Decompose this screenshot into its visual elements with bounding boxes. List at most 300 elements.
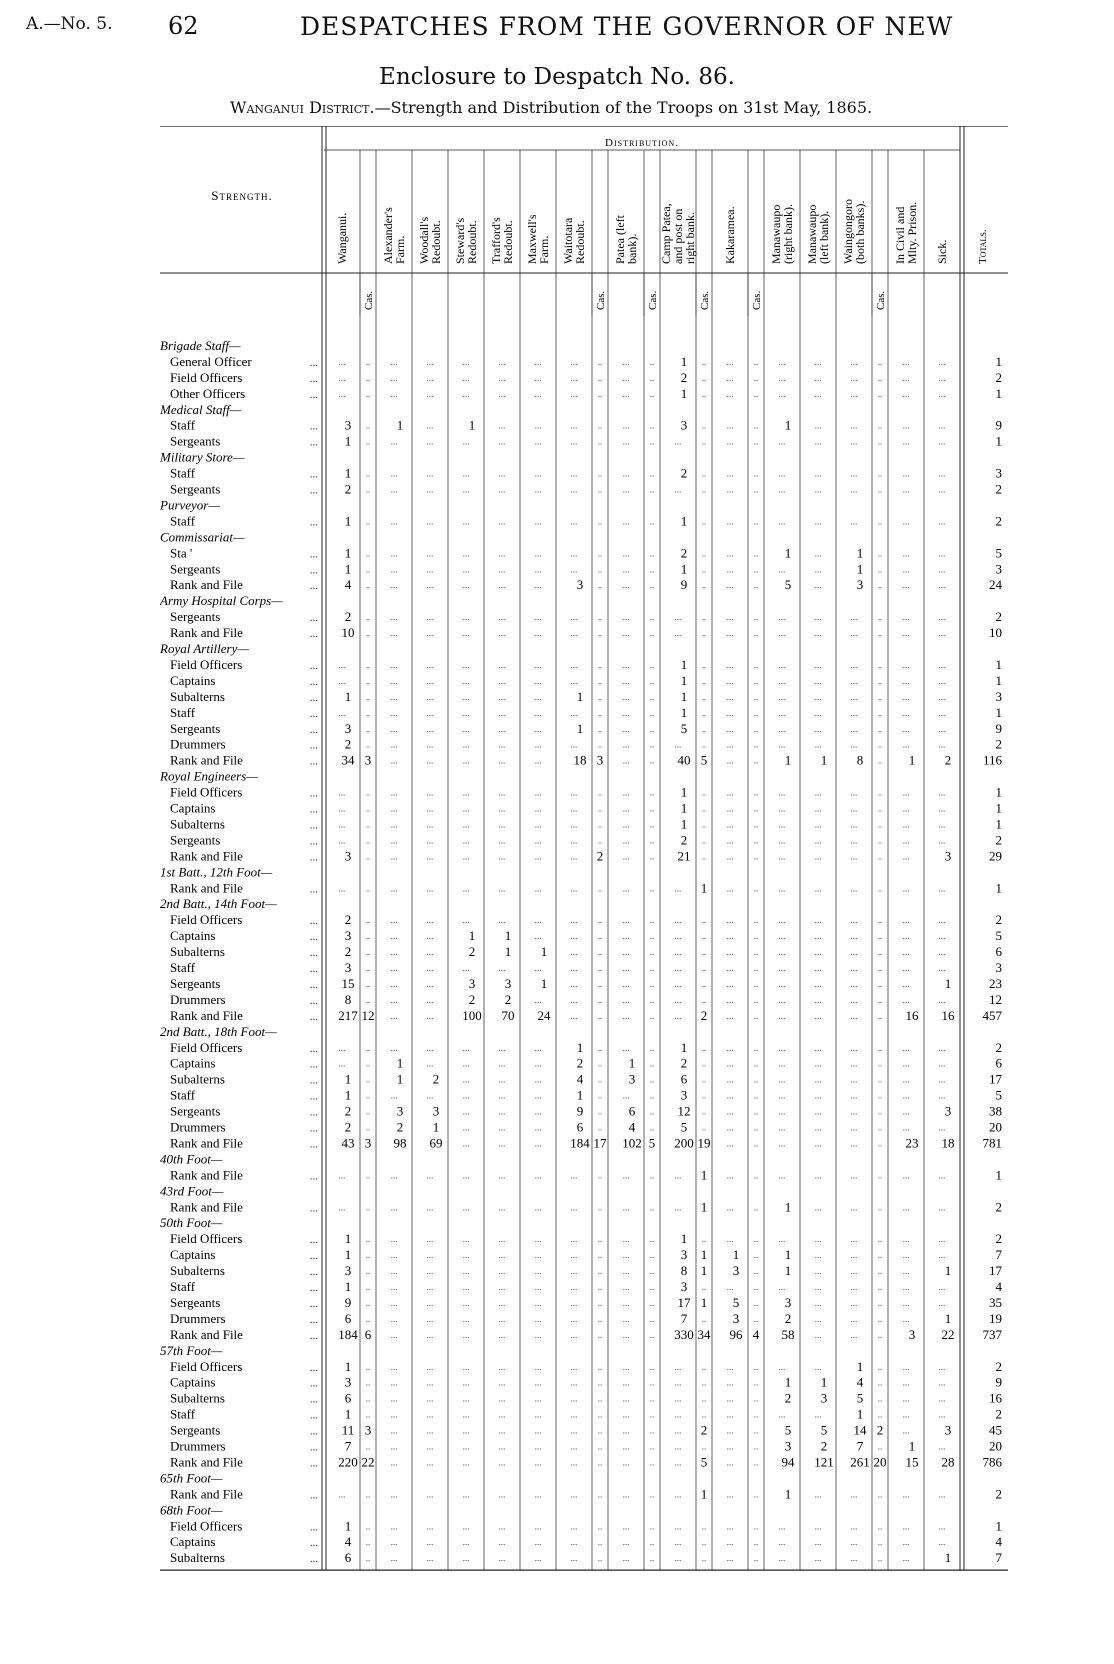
leader-dots: ... (309, 1042, 318, 1055)
empty-cell-dots: ... (778, 1282, 786, 1292)
empty-cell-dots: ... (390, 1297, 398, 1308)
table-cell-value: 2 (995, 1199, 1002, 1215)
empty-cell-dots: ... (902, 468, 910, 479)
empty-cell-dots: .. (597, 931, 603, 942)
empty-cell-dots: .. (365, 1074, 371, 1085)
row-label: Subalterns (170, 1071, 225, 1087)
empty-cell-dots: ... (814, 1074, 822, 1085)
empty-cell-dots: ... (778, 1074, 786, 1085)
empty-cell-dots: .. (701, 628, 707, 639)
empty-cell-dots: .. (649, 691, 655, 702)
empty-cell-dots: .. (365, 1250, 371, 1261)
empty-cell-dots: ... (534, 883, 542, 894)
column-label: Camp Patea, (659, 203, 673, 264)
empty-cell-dots: ... (938, 1297, 946, 1308)
empty-cell-dots: ... (570, 564, 578, 575)
empty-cell-dots: ... (426, 1042, 434, 1053)
empty-cell-dots: ... (674, 1409, 682, 1420)
leader-dots: ... (309, 1329, 318, 1342)
empty-cell-dots: .. (701, 739, 707, 750)
empty-cell-dots: ... (534, 1313, 542, 1324)
empty-cell-dots: ... (426, 580, 434, 591)
table-cell-value: 1 (995, 385, 1002, 401)
empty-cell-dots: .. (753, 1409, 759, 1420)
empty-cell-dots: ... (426, 1282, 434, 1292)
empty-cell-dots: .. (597, 548, 603, 559)
table-cell-value: 3 (344, 417, 352, 433)
table-cell-value: 2 (468, 991, 476, 1007)
table-cell-value: 2 (680, 1055, 688, 1071)
empty-cell-dots: ... (622, 1441, 630, 1452)
table-cell-value: 2 (995, 1486, 1002, 1502)
section-heading: Medical Staff— (160, 401, 242, 417)
table-cell-value: 1 (504, 944, 512, 960)
empty-cell-dots: ... (726, 1553, 734, 1564)
empty-cell-dots: .. (597, 723, 603, 734)
empty-cell-dots: ... (622, 1282, 630, 1292)
empty-cell-dots: ... (498, 468, 506, 479)
table-cell-value: 1 (856, 561, 864, 577)
empty-cell-dots: ... (570, 707, 578, 718)
table-cell-value: 4 (995, 1534, 1002, 1550)
empty-cell-dots: ... (498, 1537, 506, 1548)
row-label: Sergeants (170, 481, 221, 497)
leader-dots: ... (309, 835, 318, 848)
empty-cell-dots: .. (877, 484, 883, 495)
empty-cell-dots: ... (726, 835, 734, 846)
empty-cell-dots: ... (938, 580, 946, 591)
empty-cell-dots: .. (365, 1282, 371, 1292)
empty-cell-dots: .. (597, 1361, 603, 1372)
table-cell-value: 96 (729, 1326, 743, 1342)
leader-dots: ... (309, 1058, 318, 1071)
empty-cell-dots: ... (850, 931, 858, 942)
empty-cell-dots: .. (701, 516, 707, 527)
empty-cell-dots: ... (850, 420, 858, 431)
empty-cell-dots: ... (850, 612, 858, 623)
empty-cell-dots: .. (877, 1361, 883, 1372)
empty-cell-dots: ... (338, 659, 346, 670)
empty-cell-dots: ... (622, 1090, 630, 1101)
table-cell-value: 3 (504, 975, 512, 991)
empty-cell-dots: ... (726, 963, 734, 973)
leader-dots: ... (309, 963, 318, 975)
empty-cell-dots: ... (390, 516, 398, 527)
empty-cell-dots: .. (753, 612, 759, 623)
table-cell-value: 1 (344, 1071, 352, 1087)
section-heading: 2nd Batt., 14th Foot— (160, 896, 277, 912)
empty-cell-dots: ... (726, 1074, 734, 1085)
leader-dots: ... (309, 1090, 318, 1103)
empty-cell-dots: ... (534, 675, 542, 686)
enclosure-title: Enclosure to Despatch No. 86. (379, 64, 735, 90)
table-cell-value: 457 (982, 1007, 1002, 1023)
empty-cell-dots: ... (390, 484, 398, 495)
column-label: Alexander's (381, 207, 395, 264)
empty-cell-dots: ... (902, 548, 910, 559)
table-cell-value: 3 (856, 577, 864, 593)
row-label: Staff (170, 704, 196, 720)
table-cell-value: 5 (732, 1294, 740, 1310)
empty-cell-dots: ... (462, 851, 470, 862)
empty-cell-dots: ... (390, 1282, 398, 1292)
empty-cell-dots: ... (778, 356, 786, 367)
empty-cell-dots: ... (814, 628, 822, 639)
table-cell-value: 3 (732, 1263, 740, 1279)
empty-cell-dots: ... (778, 1042, 786, 1053)
empty-cell-dots: ... (814, 1234, 822, 1245)
leader-dots: ... (309, 1537, 318, 1550)
section-heading: Purveyor— (160, 497, 220, 513)
empty-cell-dots: ... (534, 628, 542, 639)
empty-cell-dots: .. (701, 931, 707, 942)
empty-cell-dots: ... (426, 835, 434, 846)
table-cell-value: 2 (995, 1231, 1002, 1247)
empty-cell-dots: .. (753, 1489, 759, 1500)
table-cell-value: 1 (540, 944, 548, 960)
empty-cell-dots: ... (462, 436, 470, 447)
empty-cell-dots: .. (753, 1297, 759, 1308)
empty-cell-dots: ... (622, 835, 630, 846)
table-cell-value: 3 (364, 752, 372, 768)
table-cell-value: 20 (873, 1454, 887, 1470)
empty-cell-dots: ... (498, 723, 506, 734)
empty-cell-dots: ... (498, 484, 506, 495)
empty-cell-dots: ... (850, 787, 858, 798)
empty-cell-dots: ... (622, 1377, 630, 1388)
table-cell-value: 69 (429, 1135, 443, 1151)
table-cell-value: 1 (396, 417, 404, 433)
table-cell-value: 1 (344, 465, 352, 481)
empty-cell-dots: ... (622, 1521, 630, 1532)
row-label: Subalterns (170, 816, 225, 832)
empty-cell-dots: ... (498, 851, 506, 862)
empty-cell-dots: .. (753, 835, 759, 846)
section-heading: 68th Foot— (160, 1502, 223, 1518)
empty-cell-dots: ... (622, 1010, 630, 1021)
table-cell-value: 12 (989, 991, 1002, 1007)
table-cell-value: 1 (700, 1486, 708, 1502)
empty-cell-dots: ... (534, 739, 542, 750)
leader-dots: ... (309, 1361, 318, 1374)
empty-cell-dots: ... (534, 1425, 542, 1436)
empty-cell-dots: ... (426, 436, 434, 447)
row-label: Subalterns (170, 1390, 225, 1406)
empty-cell-dots: .. (365, 978, 371, 989)
empty-cell-dots: ... (814, 787, 822, 798)
row-label: Staff (170, 417, 196, 433)
empty-cell-dots: ... (674, 1202, 682, 1213)
leader-dots: ... (309, 468, 318, 481)
empty-cell-dots: .. (365, 436, 371, 447)
empty-cell-dots: ... (622, 1042, 630, 1053)
empty-cell-dots: ... (726, 1138, 734, 1149)
empty-cell-dots: .. (753, 1441, 759, 1452)
empty-cell-dots: ... (622, 883, 630, 894)
empty-cell-dots: ... (938, 1074, 946, 1085)
empty-cell-dots: .. (877, 1489, 883, 1500)
empty-cell-dots: ... (570, 1425, 578, 1436)
empty-cell-dots: ... (778, 1361, 786, 1372)
empty-cell-dots: .. (597, 1282, 603, 1292)
table-cell-value: 2 (784, 1310, 792, 1326)
empty-cell-dots: ... (938, 787, 946, 798)
empty-cell-dots: .. (597, 978, 603, 989)
empty-cell-dots: .. (877, 931, 883, 942)
table-cell-value: 3 (680, 1279, 688, 1294)
empty-cell-dots: ... (426, 1297, 434, 1308)
empty-cell-dots: ... (534, 548, 542, 559)
table-subtitle (230, 98, 872, 117)
row-label: Staff (170, 960, 196, 975)
empty-cell-dots: ... (938, 564, 946, 575)
empty-cell-dots: ... (498, 372, 506, 383)
empty-cell-dots: ... (814, 707, 822, 718)
empty-cell-dots: ... (390, 612, 398, 623)
empty-cell-dots: ... (726, 819, 734, 830)
empty-cell-dots: ... (534, 1266, 542, 1277)
table-cell-value: 1 (995, 353, 1002, 369)
empty-cell-dots: .. (877, 963, 883, 973)
table-cell-value: 3 (995, 688, 1002, 704)
empty-cell-dots: ... (390, 659, 398, 670)
empty-cell-dots: ... (534, 580, 542, 591)
empty-cell-dots: ... (498, 659, 506, 670)
table-cell-value: 8 (856, 752, 864, 768)
empty-cell-dots: .. (877, 1393, 883, 1404)
empty-cell-dots: ... (426, 947, 434, 958)
row-label: Staff (170, 465, 196, 481)
table-cell-value: 17 (989, 1263, 1002, 1279)
table-cell-value: 3 (344, 848, 352, 864)
empty-cell-dots: .. (365, 612, 371, 623)
empty-cell-dots: .. (365, 1441, 371, 1452)
empty-cell-dots: .. (365, 675, 371, 686)
empty-cell-dots: ... (674, 963, 682, 973)
empty-cell-dots: ... (426, 1250, 434, 1261)
empty-cell-dots: ... (902, 1122, 910, 1133)
empty-cell-dots: ... (534, 819, 542, 830)
empty-cell-dots: ... (498, 628, 506, 639)
empty-cell-dots: ... (390, 548, 398, 559)
empty-cell-dots: .. (753, 947, 759, 958)
empty-cell-dots: ... (778, 436, 786, 447)
empty-cell-dots: .. (877, 755, 883, 766)
empty-cell-dots: ... (462, 723, 470, 734)
row-label: Captains (170, 1247, 216, 1263)
empty-cell-dots: .. (753, 755, 759, 766)
empty-cell-dots: ... (570, 739, 578, 750)
row-label: Field Officers (170, 656, 243, 672)
row-label: Drummers (170, 991, 226, 1007)
empty-cell-dots: ... (850, 1537, 858, 1548)
leader-dots: ... (309, 1521, 318, 1534)
empty-cell-dots: ... (570, 978, 578, 989)
empty-cell-dots: ... (390, 1553, 398, 1564)
empty-cell-dots: ... (938, 675, 946, 686)
leader-dots: ... (309, 707, 318, 720)
empty-cell-dots: ... (674, 994, 682, 1005)
empty-cell-dots: ... (622, 388, 630, 399)
empty-cell-dots: .. (365, 420, 371, 431)
empty-cell-dots: ... (902, 883, 910, 894)
row-label: Sergeants (170, 433, 221, 449)
empty-cell-dots: .. (649, 1457, 655, 1468)
empty-cell-dots: .. (597, 1393, 603, 1404)
table-cell-value: 1 (995, 816, 1002, 832)
empty-cell-dots: ... (390, 915, 398, 926)
empty-cell-dots: .. (365, 580, 371, 591)
empty-cell-dots: ... (498, 1202, 506, 1213)
table-cell-value: 1 (944, 1550, 952, 1566)
empty-cell-dots: ... (498, 564, 506, 575)
table-cell-value: 2 (784, 1390, 792, 1406)
empty-cell-dots: ... (390, 835, 398, 846)
empty-cell-dots: ... (622, 564, 630, 575)
table-cell-value: 2 (576, 1055, 584, 1071)
table-cell-value: 16 (989, 1390, 1002, 1406)
empty-cell-dots: ... (938, 420, 946, 431)
empty-cell-dots: .. (365, 1042, 371, 1053)
empty-cell-dots: ... (726, 1234, 734, 1245)
table-cell-value: 70 (501, 1007, 515, 1023)
leader-dots: ... (309, 851, 318, 864)
empty-cell-dots: ... (778, 963, 786, 973)
empty-cell-dots: ... (338, 883, 346, 894)
empty-cell-dots: ... (622, 851, 630, 862)
empty-cell-dots: .. (701, 1393, 707, 1404)
empty-cell-dots: .. (753, 787, 759, 798)
empty-cell-dots: .. (597, 819, 603, 830)
empty-cell-dots: ... (814, 1537, 822, 1548)
empty-cell-dots: ... (338, 1489, 346, 1500)
table-cell-value: 3 (596, 752, 604, 768)
empty-cell-dots: ... (778, 691, 786, 702)
empty-cell-dots: ... (622, 931, 630, 942)
empty-cell-dots: ... (850, 356, 858, 367)
empty-cell-dots: .. (701, 963, 707, 973)
empty-cell-dots: ... (850, 1297, 858, 1308)
empty-cell-dots: .. (649, 835, 655, 846)
table-cell-value: 5 (820, 1422, 828, 1438)
empty-cell-dots: ... (938, 388, 946, 399)
empty-cell-dots: ... (534, 851, 542, 862)
empty-cell-dots: ... (814, 388, 822, 399)
empty-cell-dots: ... (462, 1138, 470, 1149)
table-cell-value: 15 (341, 975, 355, 991)
empty-cell-dots: ... (850, 388, 858, 399)
empty-cell-dots: ... (850, 691, 858, 702)
empty-cell-dots: ... (462, 484, 470, 495)
empty-cell-dots: ... (726, 675, 734, 686)
empty-cell-dots: .. (701, 819, 707, 830)
empty-cell-dots: .. (649, 915, 655, 926)
row-label: Rank and File (170, 880, 243, 896)
empty-cell-dots: ... (778, 564, 786, 575)
empty-cell-dots: ... (902, 947, 910, 958)
section-heading: Military Store— (160, 449, 245, 465)
table-cell-value: 2 (396, 1119, 404, 1135)
empty-cell-dots: ... (390, 691, 398, 702)
empty-cell-dots: ... (462, 580, 470, 591)
empty-cell-dots: ... (622, 1393, 630, 1404)
empty-cell-dots: .. (753, 1058, 759, 1069)
empty-cell-dots: .. (877, 1409, 883, 1420)
leader-dots: ... (309, 1297, 318, 1310)
empty-cell-dots: ... (534, 1377, 542, 1388)
empty-cell-dots: ... (498, 755, 506, 766)
table-cell-value: 1 (680, 672, 688, 688)
empty-cell-dots: .. (877, 1329, 883, 1340)
empty-cell-dots: ... (850, 1042, 858, 1053)
empty-cell-dots: .. (649, 1074, 655, 1085)
empty-cell-dots: ... (498, 787, 506, 798)
empty-cell-dots: ... (726, 612, 734, 623)
empty-cell-dots: ... (390, 372, 398, 383)
empty-cell-dots: ... (938, 1537, 946, 1548)
empty-cell-dots: ... (814, 1170, 822, 1181)
row-label: Sergeants (170, 1422, 221, 1438)
empty-cell-dots: ... (570, 1282, 578, 1292)
empty-cell-dots: ... (726, 1457, 734, 1468)
empty-cell-dots: .. (877, 723, 883, 734)
empty-cell-dots: ... (938, 1234, 946, 1245)
empty-cell-dots: ... (902, 1266, 910, 1277)
empty-cell-dots: .. (877, 628, 883, 639)
empty-cell-dots: ... (426, 851, 434, 862)
empty-cell-dots: ... (622, 1361, 630, 1372)
table-cell-value: 1 (944, 975, 952, 991)
empty-cell-dots: ... (534, 835, 542, 846)
empty-cell-dots: .. (701, 436, 707, 447)
empty-cell-dots: ... (498, 1361, 506, 1372)
empty-cell-dots: .. (701, 484, 707, 495)
empty-cell-dots: ... (622, 978, 630, 989)
empty-cell-dots: .. (365, 388, 371, 399)
empty-cell-dots: ... (814, 947, 822, 958)
empty-cell-dots: ... (850, 835, 858, 846)
table-cell-value: 6 (995, 1055, 1002, 1071)
empty-cell-dots: ... (534, 1170, 542, 1181)
empty-cell-dots: .. (753, 564, 759, 575)
table-cell-value: 1 (944, 1310, 952, 1326)
empty-cell-dots: .. (753, 1042, 759, 1053)
table-cell-value: 100 (462, 1007, 482, 1023)
empty-cell-dots: .. (753, 468, 759, 479)
empty-cell-dots: .. (649, 755, 655, 766)
empty-cell-dots: .. (597, 963, 603, 973)
table-cell-value: 2 (468, 944, 476, 960)
empty-cell-dots: ... (426, 739, 434, 750)
table-cell-value: 121 (814, 1454, 834, 1470)
empty-cell-dots: ... (938, 1393, 946, 1404)
empty-cell-dots: ... (426, 1170, 434, 1181)
empty-cell-dots: .. (877, 468, 883, 479)
empty-cell-dots: .. (753, 1361, 759, 1372)
empty-cell-dots: .. (877, 564, 883, 575)
table-cell-value: 9 (344, 1294, 352, 1310)
empty-cell-dots: ... (390, 978, 398, 989)
empty-cell-dots: ... (938, 1042, 946, 1053)
table-cell-value: 94 (781, 1454, 795, 1470)
empty-cell-dots: ... (534, 723, 542, 734)
empty-cell-dots: ... (778, 1010, 786, 1021)
empty-cell-dots: ... (850, 468, 858, 479)
empty-cell-dots: ... (622, 372, 630, 383)
empty-cell-dots: .. (365, 1234, 371, 1245)
empty-cell-dots: ... (814, 356, 822, 367)
table-cell-value: 2 (995, 513, 1002, 529)
